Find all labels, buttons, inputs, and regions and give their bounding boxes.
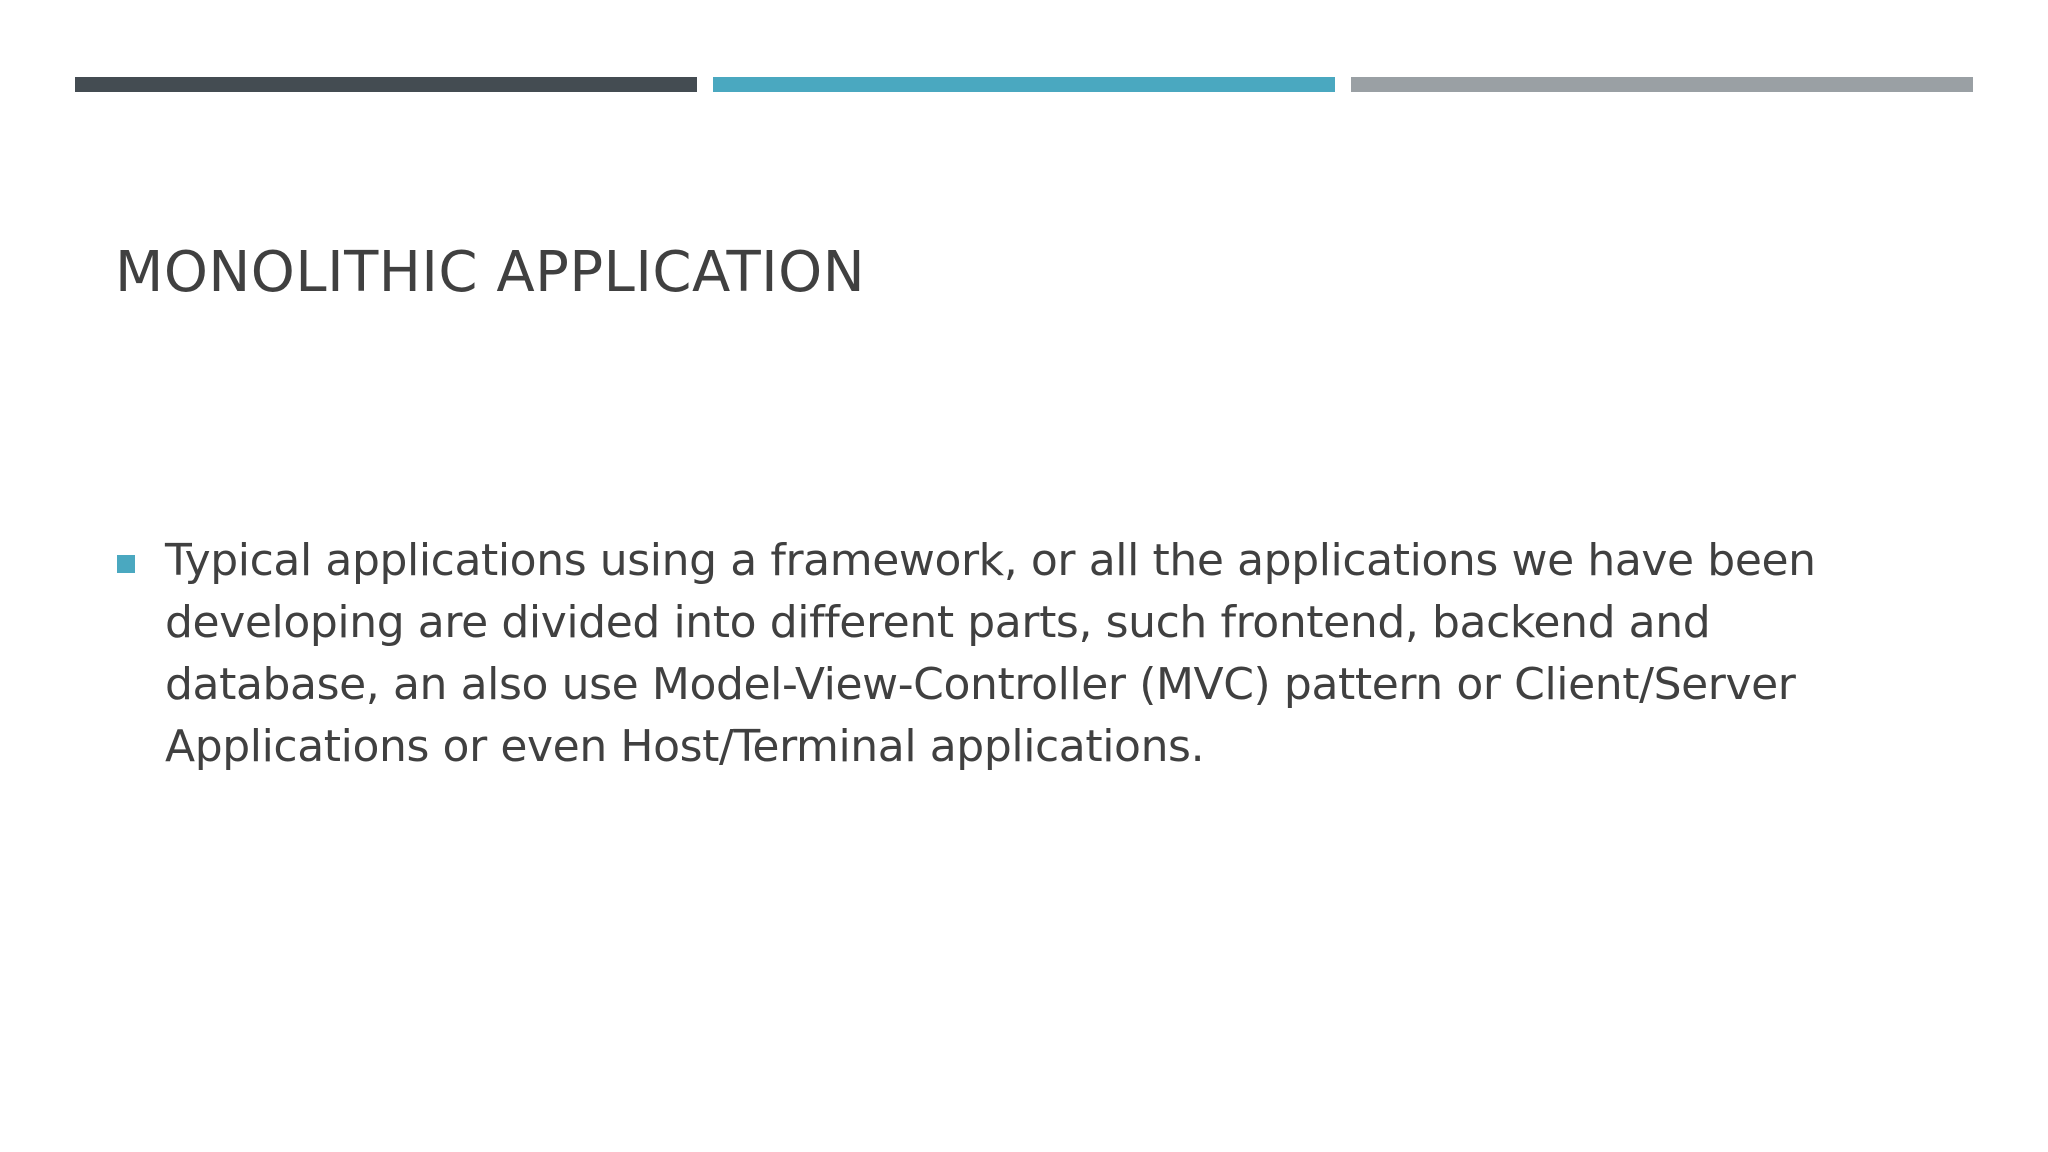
slide-title: MONOLITHIC APPLICATION — [115, 240, 866, 305]
accent-bar-dark — [75, 77, 697, 92]
accent-bar-gray — [1351, 77, 1973, 92]
accent-bar-blue — [713, 77, 1335, 92]
slide-content — [115, 530, 1915, 778]
bullet-item — [115, 530, 1915, 778]
bullet-text: Typical applications using a framework, or all the applications we have been developing are divided into different parts, such frontend, backend and database, an also use Model-View-Controller (MVC) pattern or Client/Server Applications or even Host/Terminal applications. — [165, 535, 1816, 772]
square-bullet-icon — [117, 555, 135, 573]
